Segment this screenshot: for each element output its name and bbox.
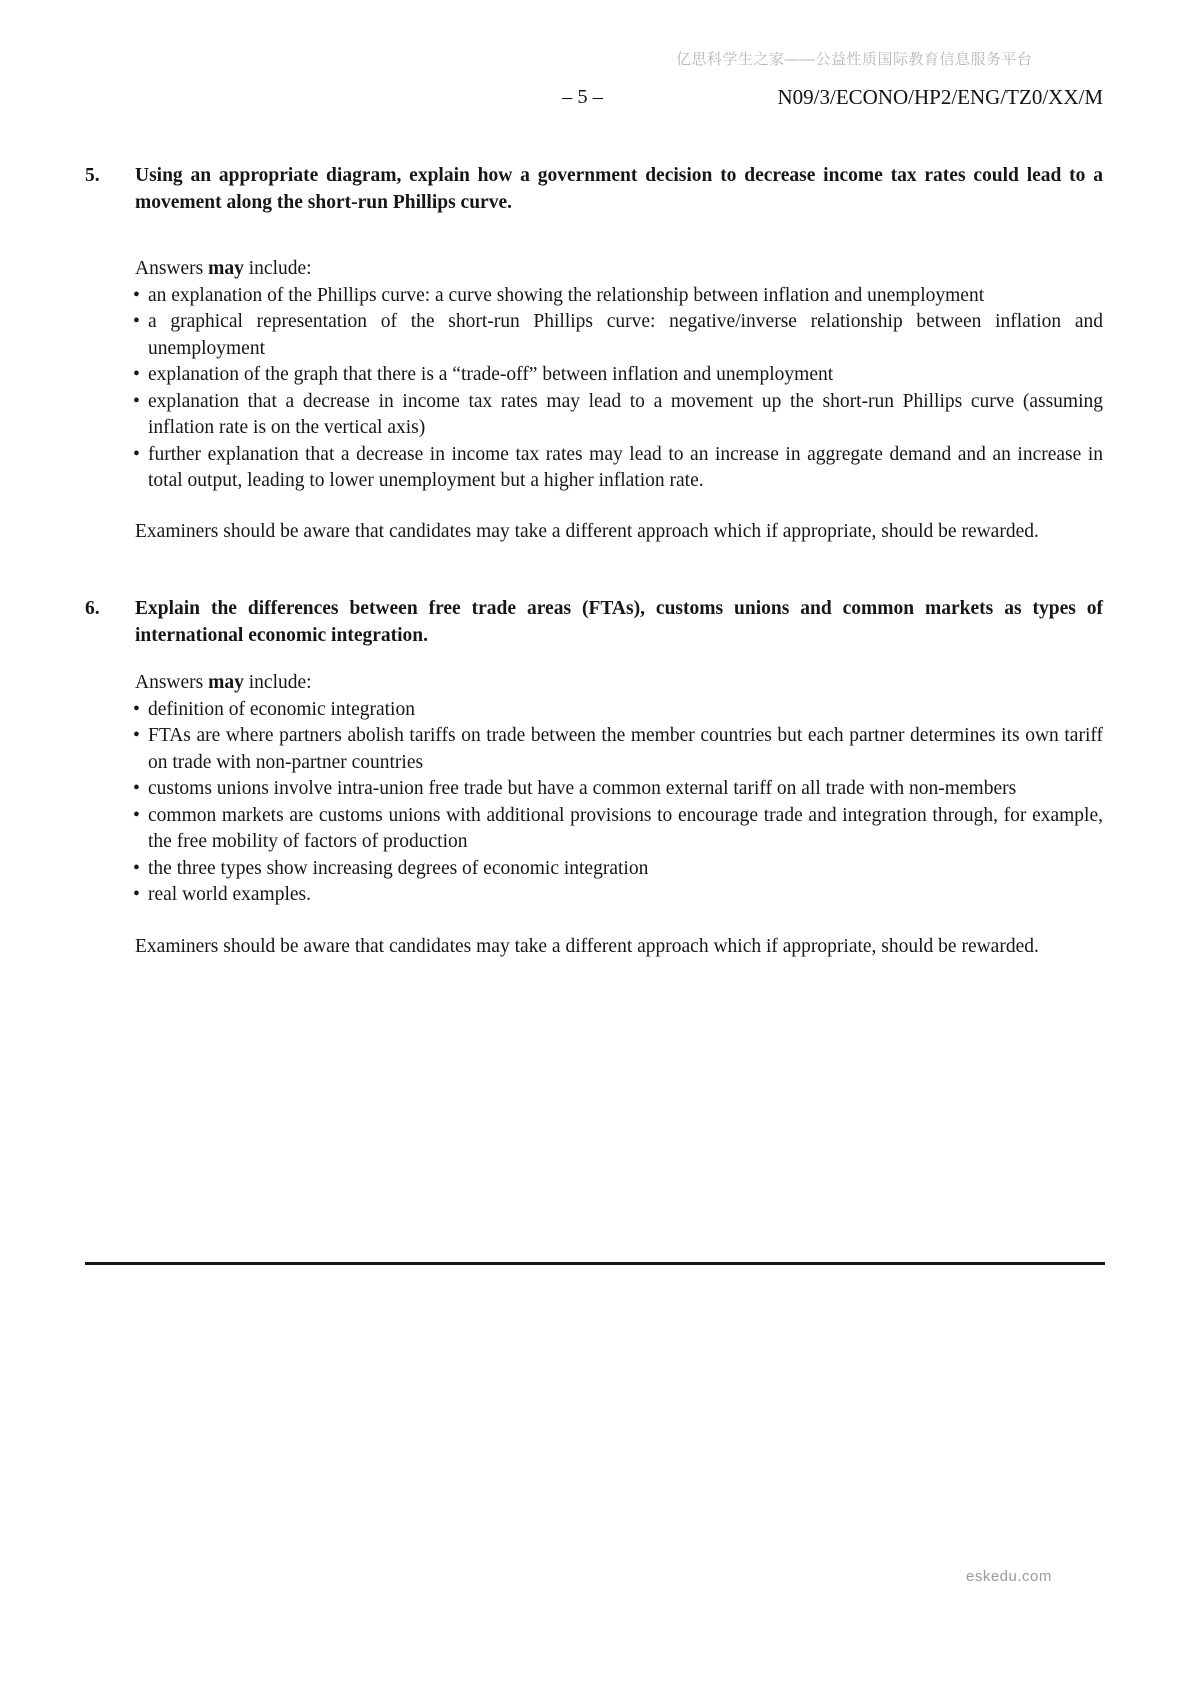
- answer-point: • common markets are customs unions with additional provisions to encourage trade and integration through, for example, the free mobility of factors of production: [135, 803, 1103, 856]
- answer-point: • explanation that a decrease in income tax rates may lead to a movement up the short-run Phillips curve (assuming inflation rate is on the vertical axis): [135, 389, 1103, 442]
- intro-pre: Answers: [135, 672, 209, 693]
- intro-bold: may: [208, 672, 244, 693]
- intro-post: include:: [243, 258, 312, 279]
- page-number: – 5 –: [562, 86, 603, 108]
- question-prompt: Explain the differences between free trade areas (FTAs), customs unions and common markets as types of international economic integration.: [135, 598, 1103, 646]
- answer-point: • customs unions involve intra-union free trade but have a common external tariff on all trade with non-members: [135, 776, 1103, 803]
- question-6: [85, 596, 1103, 960]
- answer-point: • a graphical representation of the short-run Phillips curve: negative/inverse relationship between inflation and unemployment: [135, 309, 1103, 362]
- question-prompt: Using an appropriate diagram, explain how a government decision to decrease income tax rates could lead to a movement along the short-run Phillips curve.: [135, 165, 1103, 213]
- examiners-note: Examiners should be aware that candidates may take a different approach which if appropriate, should be rewarded.: [135, 935, 1039, 957]
- answer-point: • definition of economic integration: [135, 697, 1103, 724]
- intro-bold: may: [208, 258, 244, 279]
- answer-point: • FTAs are where partners abolish tariffs on trade between the member countries but each partner determines its own tariff on trade with non-partner countries: [135, 723, 1103, 776]
- question-body: [135, 596, 1103, 960]
- answer-points: [135, 283, 1103, 495]
- examiners-note: Examiners should be aware that candidates may take a different approach which if appropriate, should be rewarded.: [135, 520, 1039, 542]
- footer-watermark: eskedu.com: [966, 1568, 1052, 1585]
- answer-point: • explanation of the graph that there is a “trade-off” between inflation and unemployment: [135, 362, 1103, 389]
- paper-code: N09/3/ECONO/HP2/ENG/TZ0/XX/M: [777, 85, 1103, 109]
- answer-point: • further explanation that a decrease in income tax rates may lead to an increase in aggregate demand and an increase in total output, leading to lower unemployment but a higher inflation rate.: [135, 442, 1103, 495]
- question-5: [85, 163, 1103, 545]
- answers-intro: [135, 670, 1103, 697]
- question-body: [135, 163, 1103, 545]
- question-number: 5.: [85, 165, 100, 186]
- intro-pre: Answers: [135, 258, 209, 279]
- answer-points: [135, 697, 1103, 909]
- answer-point: • the three types show increasing degrees of economic integration: [135, 856, 1103, 883]
- header-watermark: 亿思科学生之家——公益性质国际教育信息服务平台: [676, 51, 1033, 68]
- answer-point: • an explanation of the Phillips curve: a curve showing the relationship between inflation and unemployment: [135, 283, 1103, 310]
- answers-intro: [135, 256, 1103, 283]
- intro-post: include:: [243, 672, 312, 693]
- footer-divider-line: [85, 1262, 1105, 1265]
- answer-point: • real world examples.: [135, 882, 1103, 909]
- page-content: [85, 163, 1103, 960]
- question-number: 6.: [85, 598, 100, 619]
